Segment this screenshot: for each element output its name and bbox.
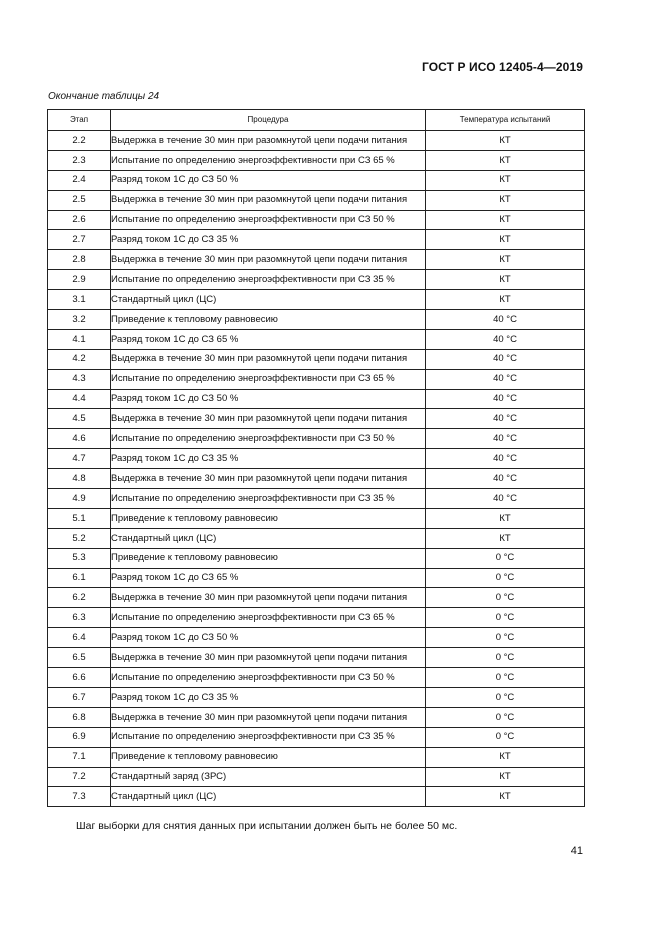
cell-stage: 3.1 (48, 290, 111, 310)
cell-procedure: Приведение к тепловому равновесию (111, 508, 426, 528)
cell-stage: 6.2 (48, 588, 111, 608)
cell-procedure: Разряд током 1С до СЗ 35 % (111, 230, 426, 250)
cell-temperature: КТ (426, 290, 585, 310)
cell-procedure: Стандартный заряд (ЗРС) (111, 767, 426, 787)
cell-temperature: КТ (426, 767, 585, 787)
cell-temperature: 40 °C (426, 489, 585, 509)
table-row (48, 190, 585, 210)
cell-temperature: КТ (426, 508, 585, 528)
cell-stage: 4.6 (48, 429, 111, 449)
cell-stage: 4.9 (48, 489, 111, 509)
table-row (48, 648, 585, 668)
table-row (48, 389, 585, 409)
cell-procedure: Выдержка в течение 30 мин при разомкнутой цепи подачи питания (111, 349, 426, 369)
cell-stage: 3.2 (48, 310, 111, 330)
cell-temperature: КТ (426, 150, 585, 170)
cell-temperature: КТ (426, 131, 585, 151)
table-row (48, 747, 585, 767)
cell-temperature: 40 °C (426, 329, 585, 349)
cell-stage: 6.4 (48, 628, 111, 648)
table-row (48, 409, 585, 429)
cell-stage: 2.3 (48, 150, 111, 170)
cell-temperature: КТ (426, 270, 585, 290)
cell-temperature: 0 °C (426, 628, 585, 648)
cell-procedure: Стандартный цикл (ЦС) (111, 528, 426, 548)
cell-procedure: Испытание по определению энергоэффективности при СЗ 50 % (111, 429, 426, 449)
cell-temperature: 40 °C (426, 369, 585, 389)
column-header-temperature: Температура испытаний (426, 110, 585, 131)
table-row (48, 210, 585, 230)
table-row (48, 429, 585, 449)
cell-stage: 4.8 (48, 469, 111, 489)
cell-procedure: Выдержка в течение 30 мин при разомкнутой цепи подачи питания (111, 190, 426, 210)
cell-stage: 2.2 (48, 131, 111, 151)
cell-procedure: Выдержка в течение 30 мин при разомкнутой цепи подачи питания (111, 469, 426, 489)
cell-temperature: 40 °C (426, 310, 585, 330)
cell-procedure: Испытание по определению энергоэффективности при СЗ 65 % (111, 369, 426, 389)
cell-stage: 5.3 (48, 548, 111, 568)
cell-temperature: КТ (426, 170, 585, 190)
column-header-stage: Этап (48, 110, 111, 131)
cell-procedure: Стандартный цикл (ЦС) (111, 290, 426, 310)
table-row (48, 250, 585, 270)
table-row (48, 767, 585, 787)
cell-stage: 6.8 (48, 707, 111, 727)
cell-stage: 7.2 (48, 767, 111, 787)
table-row (48, 608, 585, 628)
cell-procedure: Выдержка в течение 30 мин при разомкнутой цепи подачи питания (111, 648, 426, 668)
table-row (48, 170, 585, 190)
cell-temperature: 0 °C (426, 707, 585, 727)
cell-temperature: 0 °C (426, 727, 585, 747)
cell-procedure: Выдержка в течение 30 мин при разомкнутой цепи подачи питания (111, 250, 426, 270)
table-row (48, 568, 585, 588)
cell-procedure: Разряд током 1С до СЗ 35 % (111, 687, 426, 707)
cell-stage: 2.5 (48, 190, 111, 210)
cell-temperature: 40 °C (426, 349, 585, 369)
cell-temperature: 0 °C (426, 588, 585, 608)
cell-temperature: 40 °C (426, 429, 585, 449)
cell-procedure: Разряд током 1С до СЗ 65 % (111, 329, 426, 349)
cell-procedure: Выдержка в течение 30 мин при разомкнутой цепи подачи питания (111, 588, 426, 608)
cell-temperature: КТ (426, 528, 585, 548)
cell-procedure: Разряд током 1С до СЗ 50 % (111, 389, 426, 409)
cell-stage: 4.3 (48, 369, 111, 389)
cell-procedure: Стандартный цикл (ЦС) (111, 787, 426, 807)
cell-temperature: КТ (426, 787, 585, 807)
cell-procedure: Испытание по определению энергоэффективности при СЗ 35 % (111, 270, 426, 290)
cell-temperature: КТ (426, 230, 585, 250)
cell-stage: 4.1 (48, 329, 111, 349)
cell-procedure: Выдержка в течение 30 мин при разомкнутой цепи подачи питания (111, 707, 426, 727)
cell-stage: 6.5 (48, 648, 111, 668)
cell-temperature: КТ (426, 210, 585, 230)
table-caption: Окончание таблицы 24 (48, 91, 160, 102)
cell-procedure: Разряд током 1С до СЗ 65 % (111, 568, 426, 588)
cell-stage: 6.6 (48, 668, 111, 688)
cell-temperature: 40 °C (426, 469, 585, 489)
cell-stage: 5.1 (48, 508, 111, 528)
table-row (48, 588, 585, 608)
cell-temperature: 0 °C (426, 687, 585, 707)
cell-stage: 2.7 (48, 230, 111, 250)
cell-stage: 7.3 (48, 787, 111, 807)
table-row (48, 787, 585, 807)
table-row (48, 707, 585, 727)
table-row (48, 449, 585, 469)
table-row (48, 310, 585, 330)
cell-temperature: КТ (426, 250, 585, 270)
cell-temperature: 40 °C (426, 409, 585, 429)
cell-stage: 4.7 (48, 449, 111, 469)
cell-procedure: Приведение к тепловому равновесию (111, 310, 426, 330)
cell-temperature: 0 °C (426, 608, 585, 628)
page-number: 41 (570, 845, 583, 857)
table-row (48, 727, 585, 747)
cell-procedure: Испытание по определению энергоэффективности при СЗ 35 % (111, 489, 426, 509)
table-body (48, 131, 585, 807)
cell-temperature: 0 °C (426, 648, 585, 668)
cell-procedure: Приведение к тепловому равновесию (111, 747, 426, 767)
cell-temperature: КТ (426, 747, 585, 767)
table-row (48, 628, 585, 648)
cell-procedure: Испытание по определению энергоэффективности при СЗ 35 % (111, 727, 426, 747)
cell-temperature: 0 °C (426, 668, 585, 688)
cell-temperature: 40 °C (426, 389, 585, 409)
cell-stage: 4.2 (48, 349, 111, 369)
cell-temperature: 0 °C (426, 568, 585, 588)
cell-procedure: Испытание по определению энергоэффективности при СЗ 65 % (111, 150, 426, 170)
table-row (48, 131, 585, 151)
cell-temperature: КТ (426, 190, 585, 210)
cell-procedure: Испытание по определению энергоэффективности при СЗ 50 % (111, 210, 426, 230)
cell-temperature: 0 °C (426, 548, 585, 568)
cell-stage: 2.6 (48, 210, 111, 230)
table-row (48, 150, 585, 170)
cell-stage: 6.9 (48, 727, 111, 747)
cell-stage: 2.4 (48, 170, 111, 190)
document-code: ГОСТ Р ИСО 12405-4—2019 (421, 60, 583, 74)
table-row (48, 548, 585, 568)
stage-table (47, 109, 585, 807)
cell-procedure: Испытание по определению энергоэффективности при СЗ 50 % (111, 668, 426, 688)
table-row (48, 668, 585, 688)
cell-procedure: Разряд током 1С до СЗ 50 % (111, 628, 426, 648)
cell-procedure: Приведение к тепловому равновесию (111, 548, 426, 568)
table-row (48, 508, 585, 528)
cell-stage: 7.1 (48, 747, 111, 767)
table-row (48, 270, 585, 290)
table-header-row (48, 110, 585, 131)
cell-stage: 2.8 (48, 250, 111, 270)
cell-temperature: 40 °C (426, 449, 585, 469)
cell-stage: 2.9 (48, 270, 111, 290)
cell-stage: 4.5 (48, 409, 111, 429)
table-row (48, 489, 585, 509)
table-row (48, 329, 585, 349)
cell-stage: 6.3 (48, 608, 111, 628)
column-header-procedure: Процедура (111, 110, 426, 131)
table-row (48, 687, 585, 707)
table-row (48, 528, 585, 548)
table-row (48, 369, 585, 389)
cell-procedure: Разряд током 1С до СЗ 35 % (111, 449, 426, 469)
table-row (48, 290, 585, 310)
sampling-note: Шаг выборки для снятия данных при испытании должен быть не более 50 мс. (76, 820, 458, 832)
cell-stage: 6.1 (48, 568, 111, 588)
table-row (48, 469, 585, 489)
cell-stage: 4.4 (48, 389, 111, 409)
cell-stage: 5.2 (48, 528, 111, 548)
cell-stage: 6.7 (48, 687, 111, 707)
table-row (48, 349, 585, 369)
table-row (48, 230, 585, 250)
cell-procedure: Выдержка в течение 30 мин при разомкнутой цепи подачи питания (111, 409, 426, 429)
cell-procedure: Выдержка в течение 30 мин при разомкнутой цепи подачи питания (111, 131, 426, 151)
cell-procedure: Разряд током 1С до СЗ 50 % (111, 170, 426, 190)
cell-procedure: Испытание по определению энергоэффективности при СЗ 65 % (111, 608, 426, 628)
